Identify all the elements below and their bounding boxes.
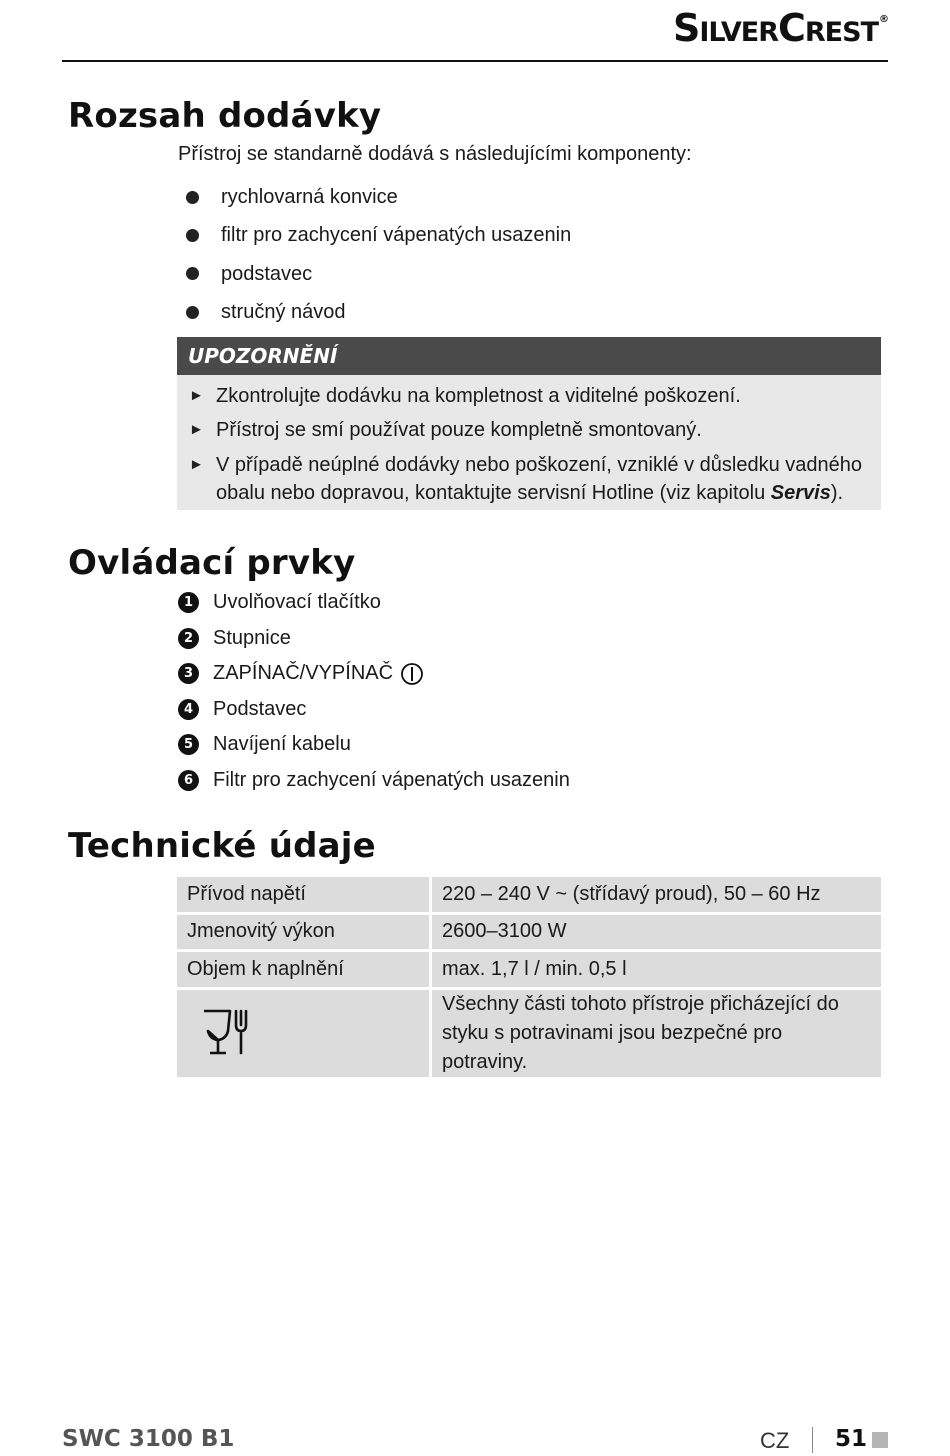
list-item-text: stručný návod	[221, 301, 346, 324]
control-label: ZAPÍNAČ/VYPÍNAČ	[213, 662, 394, 685]
warning-text	[216, 451, 871, 507]
number-badge: 3	[178, 663, 199, 684]
warning-text: Zkontrolujte dodávku na kompletnost a viditelné poškození.	[216, 385, 741, 407]
food-safe-icon	[200, 1005, 270, 1061]
bullet-icon	[186, 306, 199, 319]
table-row	[177, 952, 881, 990]
table-cell-icon	[177, 990, 432, 1080]
bullet-icon	[186, 229, 199, 242]
list-item-text: podstavec	[221, 262, 313, 285]
list-item	[178, 692, 570, 728]
table-cell-value: max. 1,7 l / min. 0,5 l	[432, 952, 881, 990]
table-row	[177, 877, 881, 915]
table-cell-value: 2600–3100 W	[432, 915, 881, 953]
warning-item	[177, 451, 871, 507]
arrow-icon: ►	[189, 456, 204, 473]
table-cell-label: Jmenovitý výkon	[177, 915, 432, 953]
list-item	[178, 293, 571, 331]
table-row	[177, 990, 881, 1080]
control-label: Uvolňovací tlačítko	[213, 591, 381, 614]
list-item	[178, 216, 571, 254]
brand-name: SilverCrest	[672, 6, 878, 50]
list-item-text: rychlovarná konvice	[221, 186, 398, 209]
arrow-icon: ►	[189, 387, 204, 404]
footer-language: CZ	[760, 1428, 790, 1453]
warning-text-part: V případě neúplné dodávky nebo poškození, vzniklé v důsledku vadného obalu nebo dopravou, kontaktujte servisní Hotline (viz kapitolu	[216, 454, 863, 504]
section-title-tech: Technické údaje	[68, 826, 376, 866]
tech-table	[177, 877, 881, 1080]
power-icon	[400, 662, 424, 686]
control-label: Stupnice	[213, 626, 291, 649]
table-row	[177, 915, 881, 953]
controls-list	[178, 585, 570, 798]
warning-text-tail: ).	[830, 482, 844, 504]
arrow-icon: ►	[189, 421, 204, 438]
brand-logo	[673, 6, 888, 50]
warning-item	[177, 416, 871, 444]
number-badge: 5	[178, 734, 199, 755]
table-cell-value: Všechny části tohoto přístroje přicházející do styku s potravinami jsou bezpečné pro potraviny.	[432, 990, 881, 1080]
section-title-controls: Ovládací prvky	[68, 543, 356, 583]
list-item	[178, 178, 571, 216]
footer-model: SWC 3100 B1	[62, 1426, 235, 1452]
control-label: Podstavec	[213, 697, 307, 720]
list-item-text: filtr pro zachycení vápenatých usazenin	[221, 224, 572, 247]
bullet-icon	[186, 191, 199, 204]
square-icon	[872, 1432, 888, 1448]
trademark: ®	[879, 14, 888, 25]
list-item	[178, 656, 570, 692]
warning-text: Přístroj se smí používat pouze kompletně smontovaný.	[216, 419, 702, 441]
header-rule	[62, 60, 888, 62]
list-item	[178, 763, 570, 799]
warning-title: UPOZORNĚNÍ	[177, 337, 881, 375]
warning-item	[177, 382, 871, 410]
page-number: 51	[835, 1426, 868, 1452]
scope-intro: Přístroj se standarně dodává s následujícími komponenty:	[178, 143, 692, 165]
section-title-scope: Rozsah dodávky	[68, 96, 382, 136]
chapter-reference: Servis	[770, 482, 831, 504]
scope-list	[178, 178, 571, 331]
warning-box	[177, 337, 881, 510]
footer-divider	[812, 1427, 813, 1453]
number-badge: 4	[178, 699, 199, 720]
bullet-icon	[186, 267, 199, 280]
number-badge: 1	[178, 592, 199, 613]
list-item	[178, 585, 570, 621]
list-item	[178, 255, 571, 293]
table-cell-label: Objem k naplnění	[177, 952, 432, 990]
list-item	[178, 621, 570, 657]
number-badge: 6	[178, 770, 199, 791]
control-label: Filtr pro zachycení vápenatých usazenin	[213, 768, 570, 791]
list-item	[178, 727, 570, 763]
table-cell-label: Přívod napětí	[177, 877, 432, 915]
number-badge: 2	[178, 628, 199, 649]
control-label: Navíjení kabelu	[213, 733, 351, 756]
table-cell-value: 220 – 240 V ~ (střídavý proud), 50 – 60 Hz	[432, 877, 881, 915]
